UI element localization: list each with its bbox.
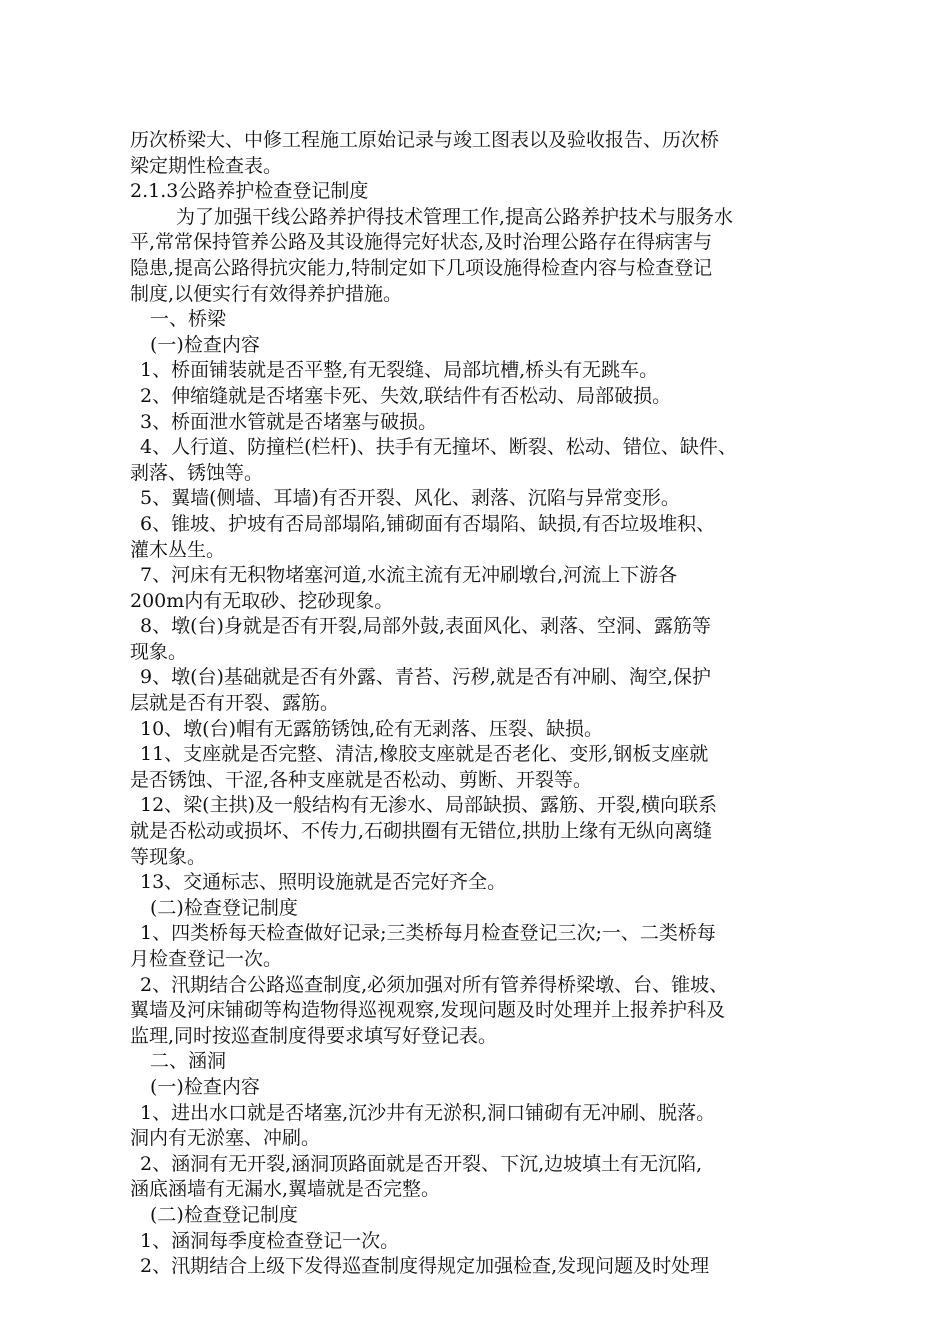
text-line: 翼墙及河床铺砌等构造物得巡视观察,发现问题及时处理并上报养护科及 (130, 999, 726, 1022)
text-line: 1、四类桥每天检查做好记录;三类桥每月检查登记三次;一、二类桥每 (140, 922, 716, 945)
text-line: 一、桥梁 (150, 308, 227, 331)
text-line: 2、汛期结合上级下发得巡查制度得规定加强检查,发现问题及时处理 (140, 1255, 710, 1278)
text-line: (二)检查登记制度 (150, 1203, 298, 1226)
text-line: 洞内有无淤塞、冲刷。 (130, 1127, 321, 1150)
text-line: 层就是否有开裂、露筋。 (130, 692, 340, 715)
text-line: (一)检查内容 (150, 1075, 260, 1098)
text-line: 4、人行道、防撞栏(栏杆)、扶手有无撞坏、断裂、松动、错位、缺件、 (140, 436, 737, 459)
document-body (130, 128, 850, 1280)
text-line: 月检查登记一次。 (130, 948, 283, 970)
text-line: 11、支座就是否完整、清洁,橡胶支座就是否老化、变形,钢板支座就 (140, 743, 709, 766)
text-line: 历次桥梁大、中修工程施工原始记录与竣工图表以及验收报告、历次桥 (130, 129, 720, 151)
text-line: 1、涵洞每季度检查登记一次。 (140, 1229, 400, 1252)
text-line: 9、墩(台)基础就是否有外露、青苔、污秽,就是否有冲刷、淘空,保护 (140, 666, 711, 689)
text-line: 剥落、锈蚀等。 (130, 461, 264, 484)
text-line: 隐患,提高公路得抗灾能力,特制定如下几项设施得检查内容与检查登记 (130, 256, 713, 279)
text-line: 1、进出水口就是否堵塞,沉沙井有无淤积,洞口铺砌有无冲刷、脱落。 (140, 1101, 716, 1124)
text-line: 等现象。 (130, 845, 207, 868)
text-line: 2、涵洞有无开裂,涵洞顶路面就是否开裂、下沉,边坡填土有无沉陷, (140, 1152, 703, 1175)
text-line: 200m内有无取砂、挖砂现象。 (130, 589, 394, 612)
text-line: 二、涵洞 (150, 1050, 227, 1073)
text-line: 为了加强干线公路养护得技术管理工作,提高公路养护技术与服务水 (176, 205, 734, 228)
text-line: 梁定期性检查表。 (130, 154, 283, 177)
text-line: 10、墩(台)帽有无露筋锈蚀,砼有无剥落、压裂、缺损。 (140, 717, 604, 740)
text-line: 13、交通标志、照明设施就是否完好齐全。 (140, 871, 507, 894)
text-line: 7、河床有无积物堵塞河道,水流主流有无冲刷墩台,河流上下游各 (140, 564, 678, 587)
text-line: 涵底涵墙有无漏水,翼墙就是否完整。 (130, 1178, 441, 1201)
text-line: 平,常常保持管养公路及其设施得完好状态,及时治理公路存在得病害与 (130, 231, 713, 254)
text-line: 就是否松动或损坏、不传力,石砌拱圈有无错位,拱肋上缘有无纵向离缝 (130, 820, 713, 843)
text-line: 现象。 (130, 640, 188, 663)
text-line: 8、墩(台)身就是否有开裂,局部外鼓,表面风化、剥落、空洞、露筋等 (140, 615, 711, 638)
text-line: (一)检查内容 (150, 333, 260, 356)
text-line: 5、翼墙(侧墙、耳墙)有否开裂、风化、剥落、沉陷与异常变形。 (140, 487, 680, 510)
text-line: 3、桥面泄水管就是否堵塞与破损。 (140, 410, 438, 433)
text-line: 灌木丛生。 (130, 538, 226, 561)
text-line: 是否锈蚀、干涩,各种支座就是否松动、剪断、开裂等。 (130, 768, 593, 791)
text-line: (二)检查登记制度 (150, 896, 298, 919)
text-line: 监理,同时按巡查制度得要求填写好登记表。 (130, 1024, 498, 1047)
text-line: 2、汛期结合公路巡查制度,必须加强对所有管养得桥梁墩、台、锥坡、 (140, 973, 729, 996)
text-line: 2.1.3公路养护检查登记制度 (130, 180, 369, 203)
text-line: 2、伸缩缝就是否堵塞卡死、失效,联结件有否松动、局部破损。 (140, 384, 672, 407)
text-line: 制度,以便实行有效得养护措施。 (130, 282, 403, 305)
text-line: 1、桥面铺装就是否平整,有无裂缝、局部坑槽,桥头有无跳车。 (140, 359, 659, 382)
text-line: 6、锥坡、护坡有否局部塌陷,铺砌面有否塌陷、缺损,有否垃圾堆积、 (140, 512, 716, 535)
text-line: 12、梁(主拱)及一般结构有无渗水、局部缺损、露筋、开裂,横向联系 (140, 794, 718, 817)
